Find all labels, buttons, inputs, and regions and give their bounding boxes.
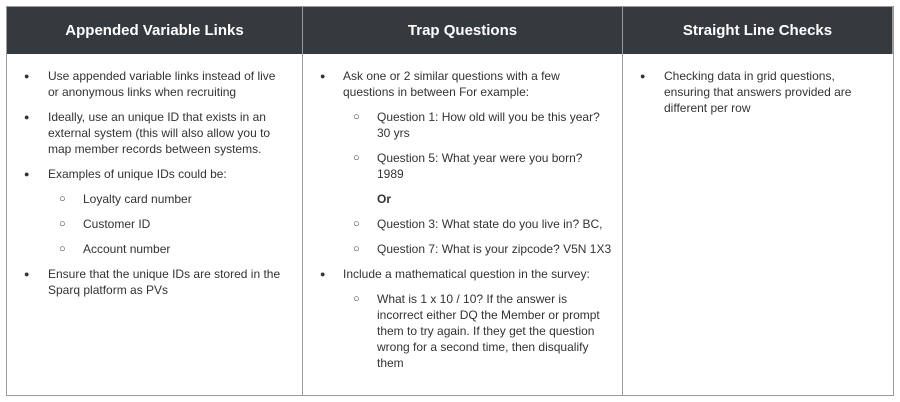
bullet-icon: ● — [640, 71, 646, 81]
circle-bullet-icon: ○ — [353, 243, 360, 255]
list-item: ● Include a mathematical question in the survey: — [320, 267, 590, 281]
or-label: Or — [377, 192, 392, 206]
circle-bullet-icon: ○ — [353, 293, 360, 305]
header-trap-questions: Trap Questions — [303, 7, 623, 54]
bullet-icon: ● — [24, 71, 30, 81]
header-appended-variable-links: Appended Variable Links — [7, 7, 303, 54]
sub-list-item: ○ Question 1: How old will you be this year? 30 yrs — [353, 110, 600, 140]
circle-bullet-icon: ○ — [353, 111, 360, 123]
list-item: ● Checking data in grid questions, ensuring that answers provided are different per row — [640, 69, 852, 115]
circle-bullet-icon: ○ — [59, 243, 66, 255]
list-item: ● Use appended variable links instead of live or anonymous links when recruiting — [24, 69, 276, 99]
sub-list-item: ○ What is 1 x 10 / 10? If the answer is incorrect either DQ the Member or prompt them to try again. If they get the question wrong for a second time, then disqualify them — [353, 292, 600, 370]
sub-list-item: ○ Question 3: What state do you live in? BC, — [353, 217, 603, 231]
list-item: ● Ideally, use an unique ID that exists in an external system (this will also allow you to map member records between systems. — [24, 110, 271, 156]
sub-list-item: ○ Account number — [59, 242, 171, 256]
cell-trap-questions — [303, 54, 623, 395]
circle-bullet-icon: ○ — [353, 152, 360, 164]
circle-bullet-icon: ○ — [353, 218, 360, 230]
bullet-icon: ● — [24, 169, 30, 179]
cell-straight-line-checks — [623, 54, 893, 395]
sub-list-item: ○ Customer ID — [59, 217, 151, 231]
bullet-icon: ● — [24, 269, 30, 279]
cell-appended-variable-links — [7, 54, 303, 395]
bullet-icon: ● — [24, 112, 30, 122]
sub-list-item: ○ Question 7: What is your zipcode? V5N 1X3 — [353, 242, 612, 256]
bullet-icon: ● — [320, 71, 326, 81]
circle-bullet-icon: ○ — [59, 193, 66, 205]
circle-bullet-icon: ○ — [59, 218, 66, 230]
sub-list-item: ○ Question 5: What year were you born? 1989 — [353, 151, 583, 181]
header-straight-line-checks: Straight Line Checks — [623, 7, 893, 54]
list-item: ● Ask one or 2 similar questions with a few questions in between For example: — [320, 69, 560, 99]
list-item: ● Examples of unique IDs could be: — [24, 167, 227, 181]
bullet-icon: ● — [320, 269, 326, 279]
data-quality-table — [6, 6, 894, 396]
sub-list-item: ○ Loyalty card number — [59, 192, 192, 206]
list-item: ● Ensure that the unique IDs are stored in the Sparq platform as PVs — [24, 267, 281, 297]
